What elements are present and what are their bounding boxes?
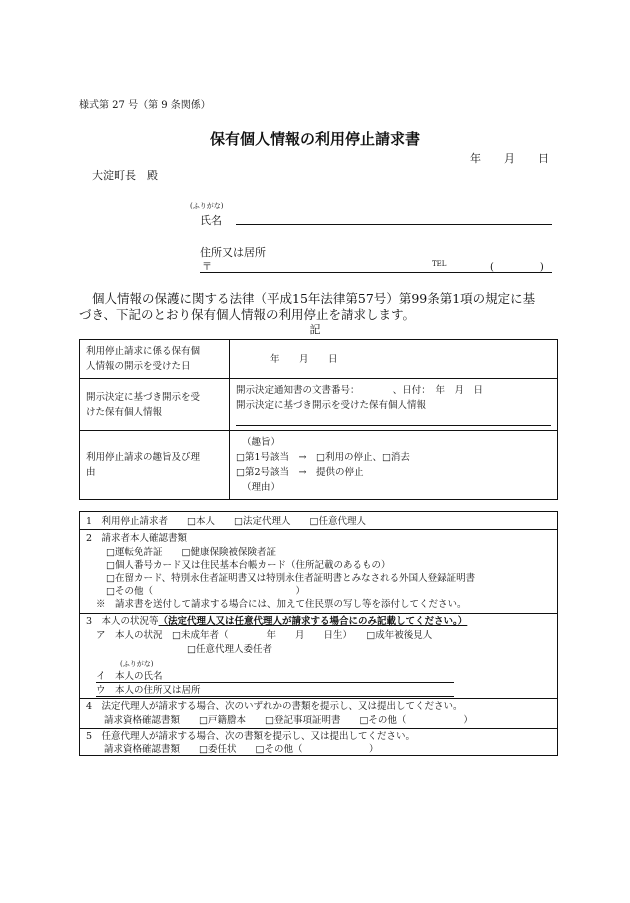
addressee: 大淀町長 殿 [92, 169, 158, 182]
sec2-line4[interactable]: □その他（ ） [106, 586, 305, 597]
sec5-line2[interactable]: 請求資格確認書類 □委任状 □その他（ ） [104, 744, 379, 755]
row2-value[interactable]: 開示決定通知書の文書番号： 、日付： 年 月 日 開示決定に基づき開示を受けた保有個人情報 [230, 379, 558, 431]
intro-line-1: 個人情報の保護に関する法律（平成15年法律第57号）第99条第1項の規定に基 [92, 291, 536, 306]
sec3-furigana: (ふりがな) [120, 660, 154, 668]
sec3-line-u[interactable]: ウ 本人の住所又は居所 [96, 685, 201, 696]
row1-value[interactable]: 年 月 日 [230, 340, 558, 379]
sec2-line3[interactable]: □在留カード、特別永住者証明書又は特別永住者証明書とみなされる外国人登録証明書 [106, 573, 476, 584]
sec3-line-a2[interactable]: □任意代理人委任者 [187, 644, 272, 655]
sec2-line1[interactable]: □運転免許証 □健康保険被保険者証 [106, 547, 276, 558]
row3-value[interactable]: （趣旨） □第1号該当 → □利用の停止、□消去 □第2号該当 → 提供の停止 （理由） [230, 431, 558, 500]
sec3-line-a[interactable]: ア 本人の状況 □未成年者（ 年 月 日生） □成年被後見人 [96, 630, 433, 641]
address-field-line[interactable] [200, 272, 552, 273]
page-title: 保有個人情報の利用停止請求書 [209, 130, 420, 148]
name-field-line[interactable] [236, 224, 552, 225]
sec4-line2[interactable]: 請求資格確認書類 □戸籍謄本 □登記事項証明書 □その他（ ） [104, 715, 473, 726]
row2-label: 開示決定に基づき開示を受 けた保有個人情報 [80, 379, 230, 431]
sec3-line-i[interactable]: イ 本人の氏名 [96, 671, 163, 682]
date-line: 年 月 日 [470, 152, 555, 165]
sec4-line1: 4 法定代理人が請求する場合、次のいずれかの書類を提示し、又は提出してください。 [86, 701, 463, 712]
sec1-requester[interactable]: 1 利用停止請求者 □本人 □法定代理人 □任意代理人 [86, 516, 366, 527]
form-number: 様式第 27 号（第 9 条関係） [79, 100, 211, 111]
sec2-note: ※ 請求書を送付して請求する場合には、加えて住民票の写し等を添付してください。 [96, 599, 467, 610]
sec2-line2[interactable]: □個人番号カード又は住民基本台帳カード（住所記載のあるもの） [106, 560, 391, 571]
sec5-line1: 5 任意代理人が請求する場合、次の書類を提示し、又は提出してください。 [86, 731, 416, 742]
tel-label: TEL [432, 260, 447, 268]
ki-heading: 記 [309, 323, 321, 336]
intro-line-2: づき、下記のとおり保有個人情報の利用停止を請求します。 [79, 307, 416, 322]
sec3-heading: 3 本人の状況等（法定代理人又は任意代理人が請求する場合にのみ記載してください。） [86, 616, 468, 627]
row3-label: 利用停止請求の趣旨及び理 由 [80, 431, 230, 500]
row1-label: 利用停止請求に係る保有個 人情報の開示を受けた日 [80, 340, 230, 379]
postal-mark: 〒 [202, 262, 212, 273]
request-detail-table [79, 339, 558, 500]
requester-info-box [79, 511, 558, 756]
name-label: 氏名 [200, 214, 222, 227]
address-label: 住所又は居所 [200, 246, 266, 259]
sec2-heading: 2 請求者本人確認書類 [86, 533, 188, 544]
tel-parens: ( ) [490, 262, 548, 273]
furigana-label: (ふりがな) [190, 202, 224, 210]
